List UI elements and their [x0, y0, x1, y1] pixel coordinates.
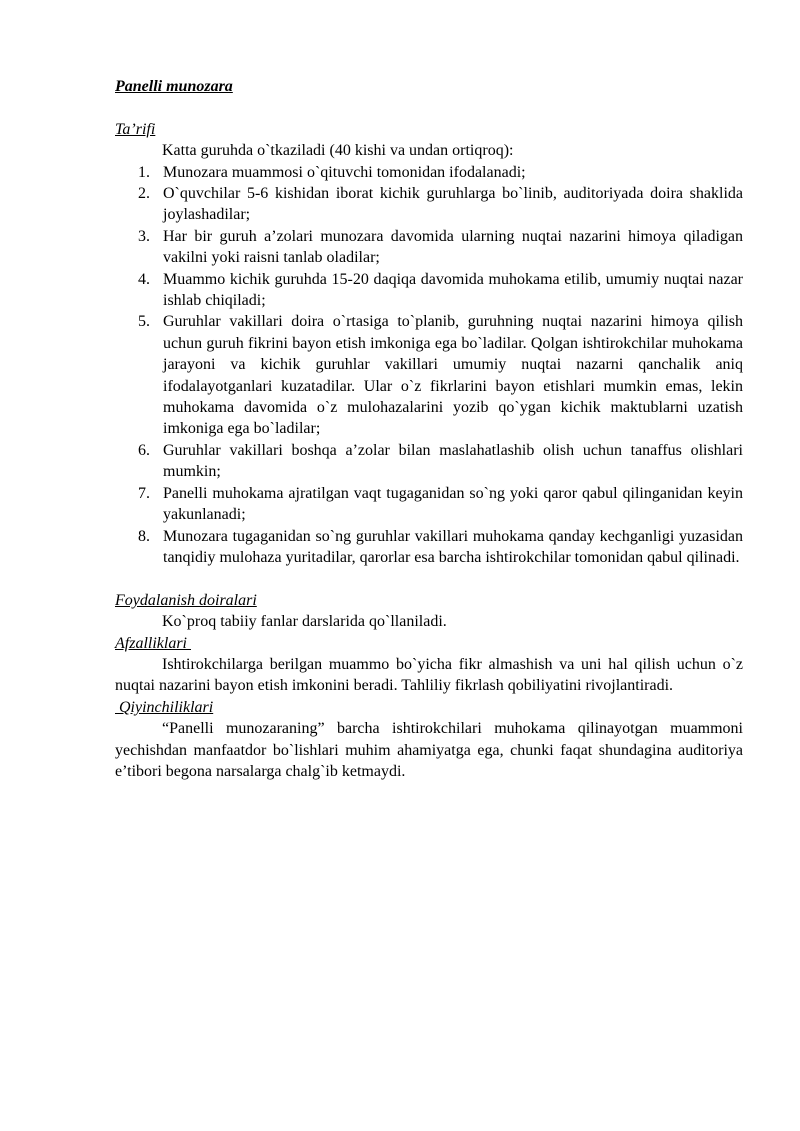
advantages-heading: Afzalliklari [115, 634, 191, 652]
list-item-text: Har bir guruh a’zolari munozara davomida ularning nuqtai nazarini himoya qiladigan vakilni yoki raisni tanlab oladilar; [163, 227, 743, 267]
advantages-text: Ishtirokchilarga berilgan muammo bo`yicha fikr almashish va uni hal qilish uchun o`z nuqtai nazarini bayon etish imkonini beradi. Tahliliy fikrlash qobiliyatini rivojlantiradi. [115, 655, 743, 695]
definition-list [115, 162, 743, 569]
list-item [115, 226, 743, 269]
list-item [115, 440, 743, 483]
list-item-number: 6. [138, 441, 150, 459]
list-item [115, 269, 743, 312]
list-item-text: Guruhlar vakillari boshqa a’zolar bilan maslahatlashib olish uchun tanaffus olishlari mumkin; [163, 441, 743, 481]
difficulties-heading: Qiyinchiliklari [115, 698, 214, 716]
definition-intro: Katta guruhda o`tkaziladi (40 kishi va undan ortiqroq): [162, 142, 514, 160]
list-item-text: Guruhlar vakillari doira o`rtasiga to`planib, guruhning nuqtai nazarini himoya qilish uchun guruh fikrini bayon etish imkoniga ega bo`ladilar. Qolgan ishtirokchilar muhokama jarayoni va kichik guruhlar vakillari umumiy nuqtai nazarni qanchalik aniq ifodalayotganlari kuzatadilar. Ular o`z fikrlarini bayon etishlari mumkin emas, lekin muhokama davomida o`z mulohazalarini yozib qo`ygan kichik maktublarni uzatish imkoniga ega bo`ladilar; [163, 313, 743, 438]
usage-heading: Foydalanish doiralari [115, 591, 257, 609]
list-item-number: 4. [138, 270, 150, 288]
list-item [115, 483, 743, 526]
list-item [115, 162, 743, 183]
list-item-number: 1. [138, 163, 150, 181]
usage-text: Ko`proq tabiiy fanlar darslarida qo`llaniladi. [162, 613, 447, 631]
list-item-number: 7. [138, 484, 150, 502]
document-page [115, 76, 743, 782]
list-item-text: Panelli muhokama ajratilgan vaqt tugaganidan so`ng yoki qaror qabul qilinganidan keyin yakunlanadi; [163, 484, 743, 524]
definition-heading: Ta’rifi [115, 120, 156, 138]
list-item-number: 2. [138, 185, 150, 203]
list-item [115, 311, 743, 439]
document-title: Panelli munozara [115, 78, 233, 95]
list-item [115, 526, 743, 569]
difficulties-text: “Panelli munozaraning” barcha ishtirokchilari muhokama qilinayotgan muammoni yechishdan manfaatdor bo`lishlari muhim ahamiyatga ega, chunki faqat shundagina auditoriya e’tibori begona narsalarga chalg`ib ketmaydi. [115, 720, 743, 780]
list-item-text: Munozara muammosi o`qituvchi tomonidan ifodalanadi; [163, 163, 526, 181]
list-item [115, 183, 743, 226]
list-item-text: Muammo kichik guruhda 15-20 daqiqa davomida muhokama etilib, umumiy nuqtai nazar ishlab chiqiladi; [163, 270, 743, 310]
list-item-number: 3. [138, 227, 150, 245]
list-item-text: O`quvchilar 5-6 kishidan iborat kichik guruhlarga bo`linib, auditoriyada doira shaklida joylashadilar; [163, 185, 743, 224]
list-item-number: 5. [138, 313, 150, 331]
list-item-text: Munozara tugaganidan so`ng guruhlar vakillari muhokama qanday kechganligi yuzasidan tanqidiy mulohaza yuritadilar, qarorlar esa barcha ishtirokchilar tomonidan qabul qilinadi. [163, 527, 743, 566]
list-item-number: 8. [138, 527, 150, 545]
